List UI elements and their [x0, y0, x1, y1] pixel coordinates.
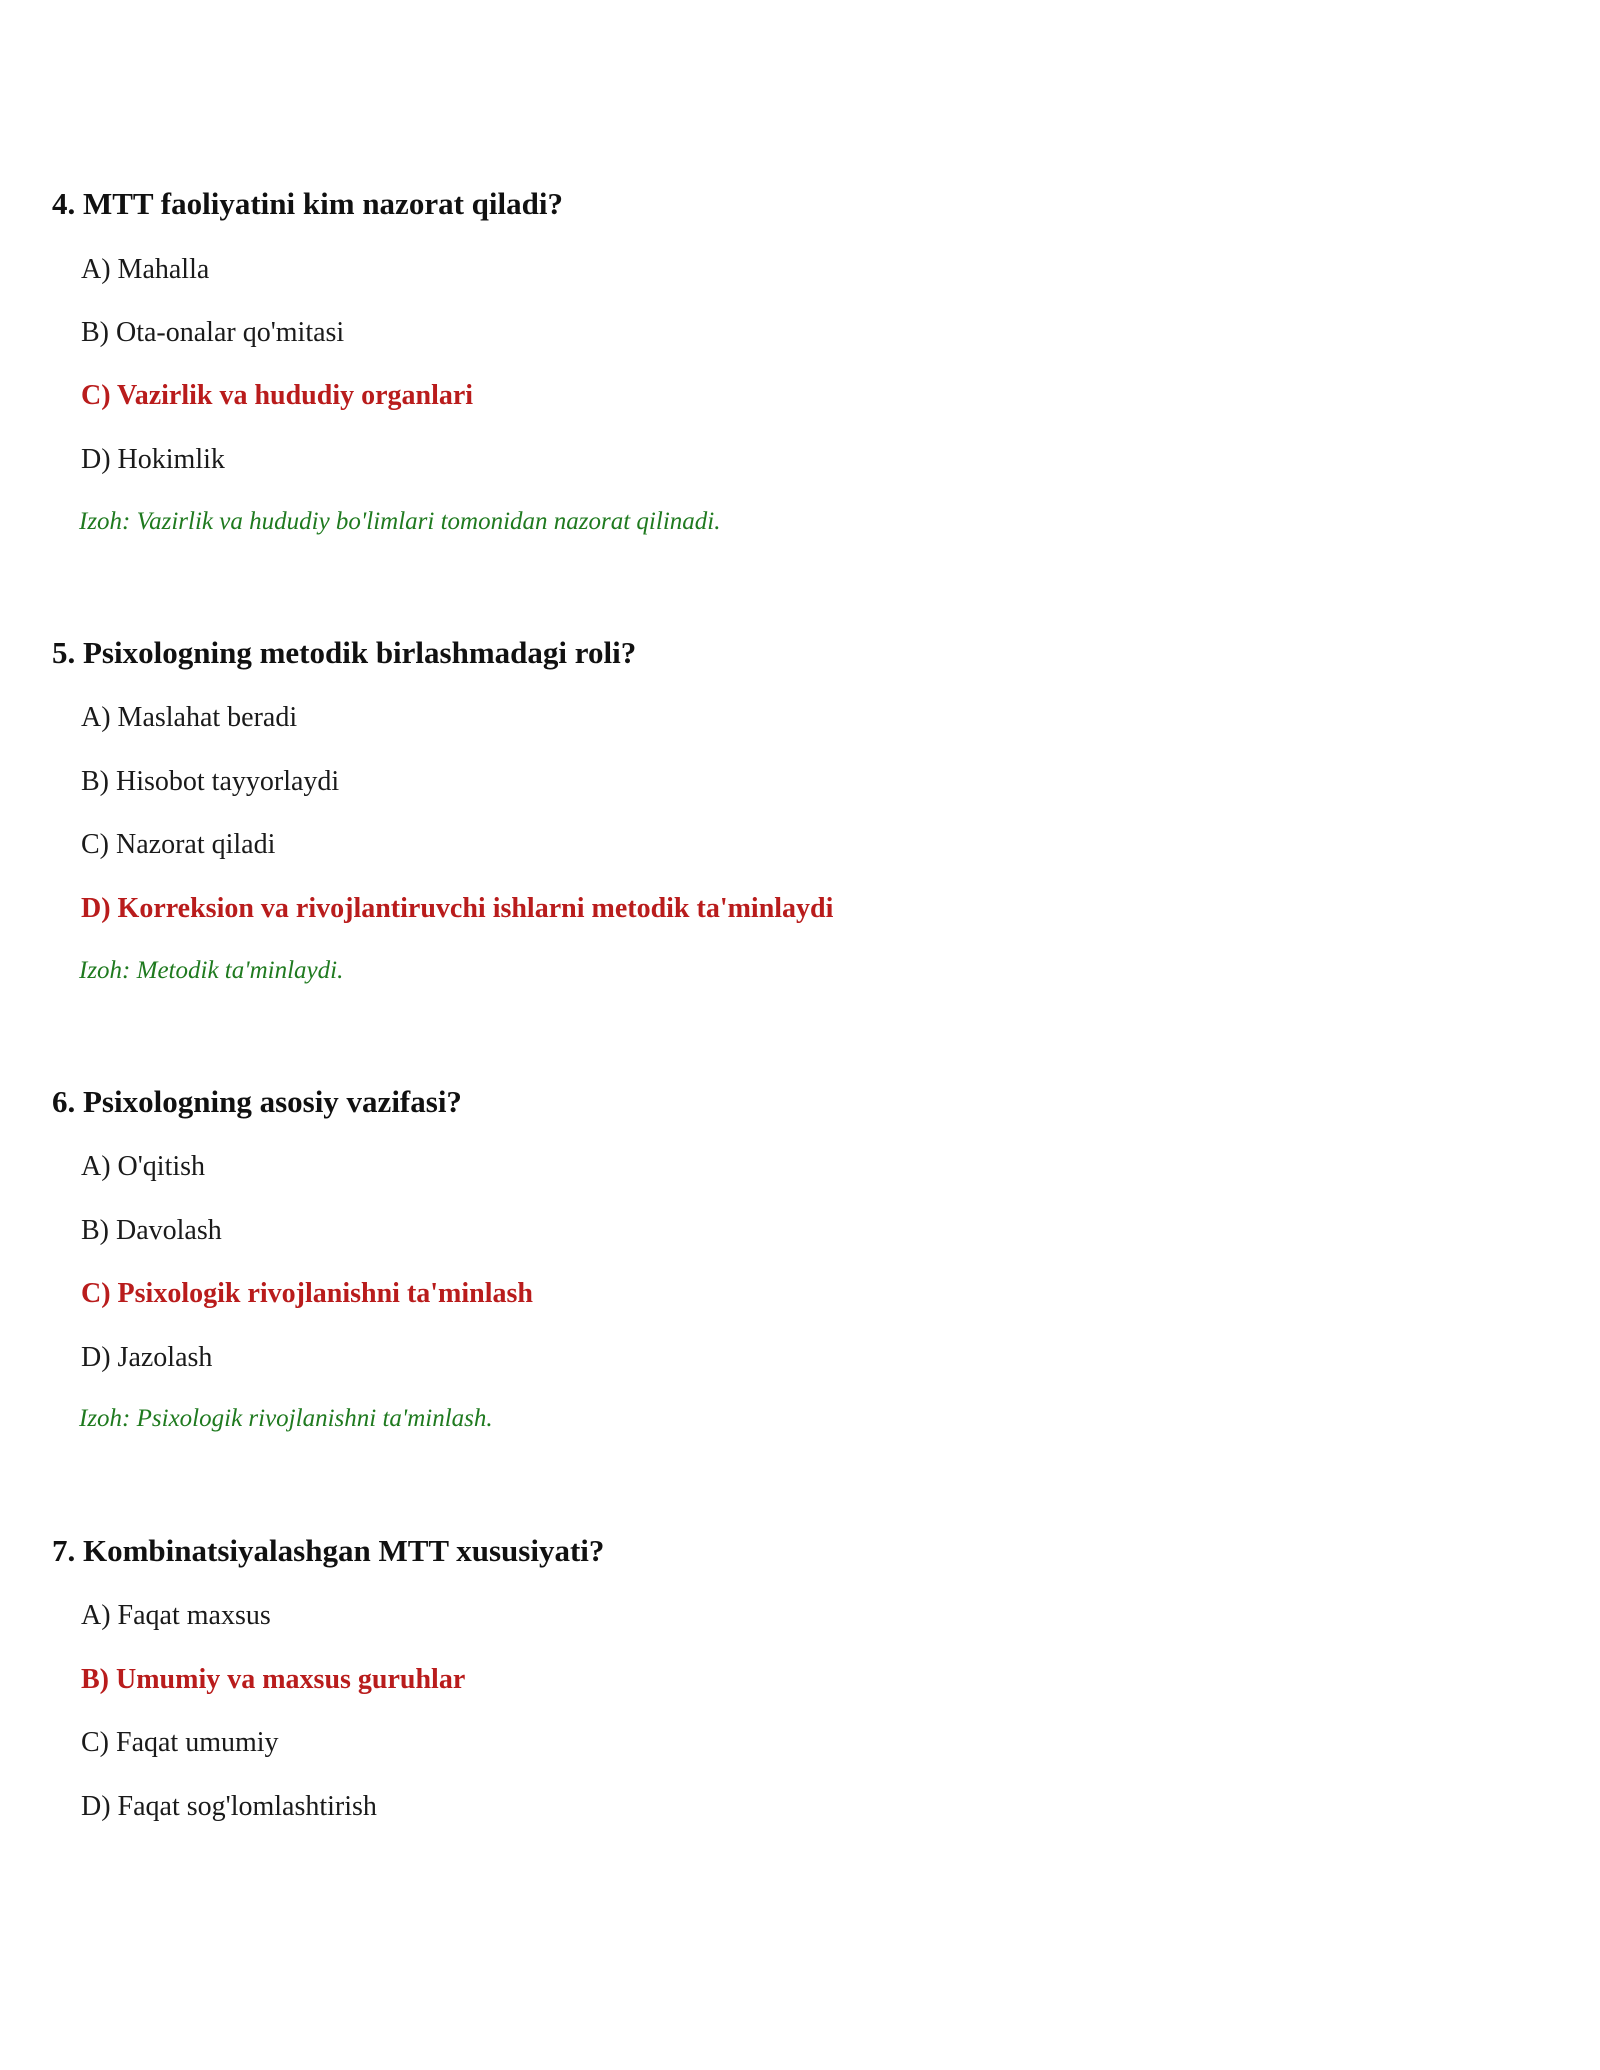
answer-option: C) Nazorat qiladi — [81, 829, 276, 860]
answer-option: C) Faqat umumiy — [81, 1727, 279, 1758]
correct-answer-option: C) Vazirlik va hududiy organlari — [81, 380, 474, 411]
answer-option: B) Ota-onalar qo'mitasi — [81, 317, 345, 348]
answer-option: D) Faqat sog'lomlashtirish — [81, 1791, 377, 1822]
answer-option: A) Maslahat beradi — [81, 702, 298, 733]
answer-option: B) Hisobot tayyorlaydi — [81, 766, 340, 797]
explanation-note: Izoh: Metodik ta'minlaydi. — [79, 957, 344, 984]
answer-option: B) Davolash — [81, 1215, 222, 1246]
question-title: 5. Psixologning metodik birlashmadagi roli? — [52, 635, 637, 670]
question-title: 6. Psixologning asosiy vazifasi? — [52, 1084, 462, 1119]
correct-answer-option: D) Korreksion va rivojlantiruvchi ishlarni metodik ta'minlaydi — [81, 893, 834, 924]
explanation-note: Izoh: Psixologik rivojlanishni ta'minlash. — [79, 1405, 493, 1432]
correct-answer-option: C) Psixologik rivojlanishni ta'minlash — [81, 1278, 533, 1309]
answer-option: A) O'qitish — [81, 1151, 206, 1182]
answer-option: A) Faqat maxsus — [81, 1600, 271, 1631]
question-title: 7. Kombinatsiyalashgan MTT xususiyati? — [52, 1533, 605, 1568]
correct-answer-option: B) Umumiy va maxsus guruhlar — [81, 1664, 466, 1695]
explanation-note: Izoh: Vazirlik va hududiy bo'limlari tomonidan nazorat qilinadi. — [79, 508, 721, 535]
question-title: 4. MTT faoliyatini kim nazorat qiladi? — [52, 186, 563, 221]
answer-option: A) Mahalla — [81, 254, 210, 285]
answer-option: D) Hokimlik — [81, 444, 225, 475]
answer-option: D) Jazolash — [81, 1342, 213, 1373]
